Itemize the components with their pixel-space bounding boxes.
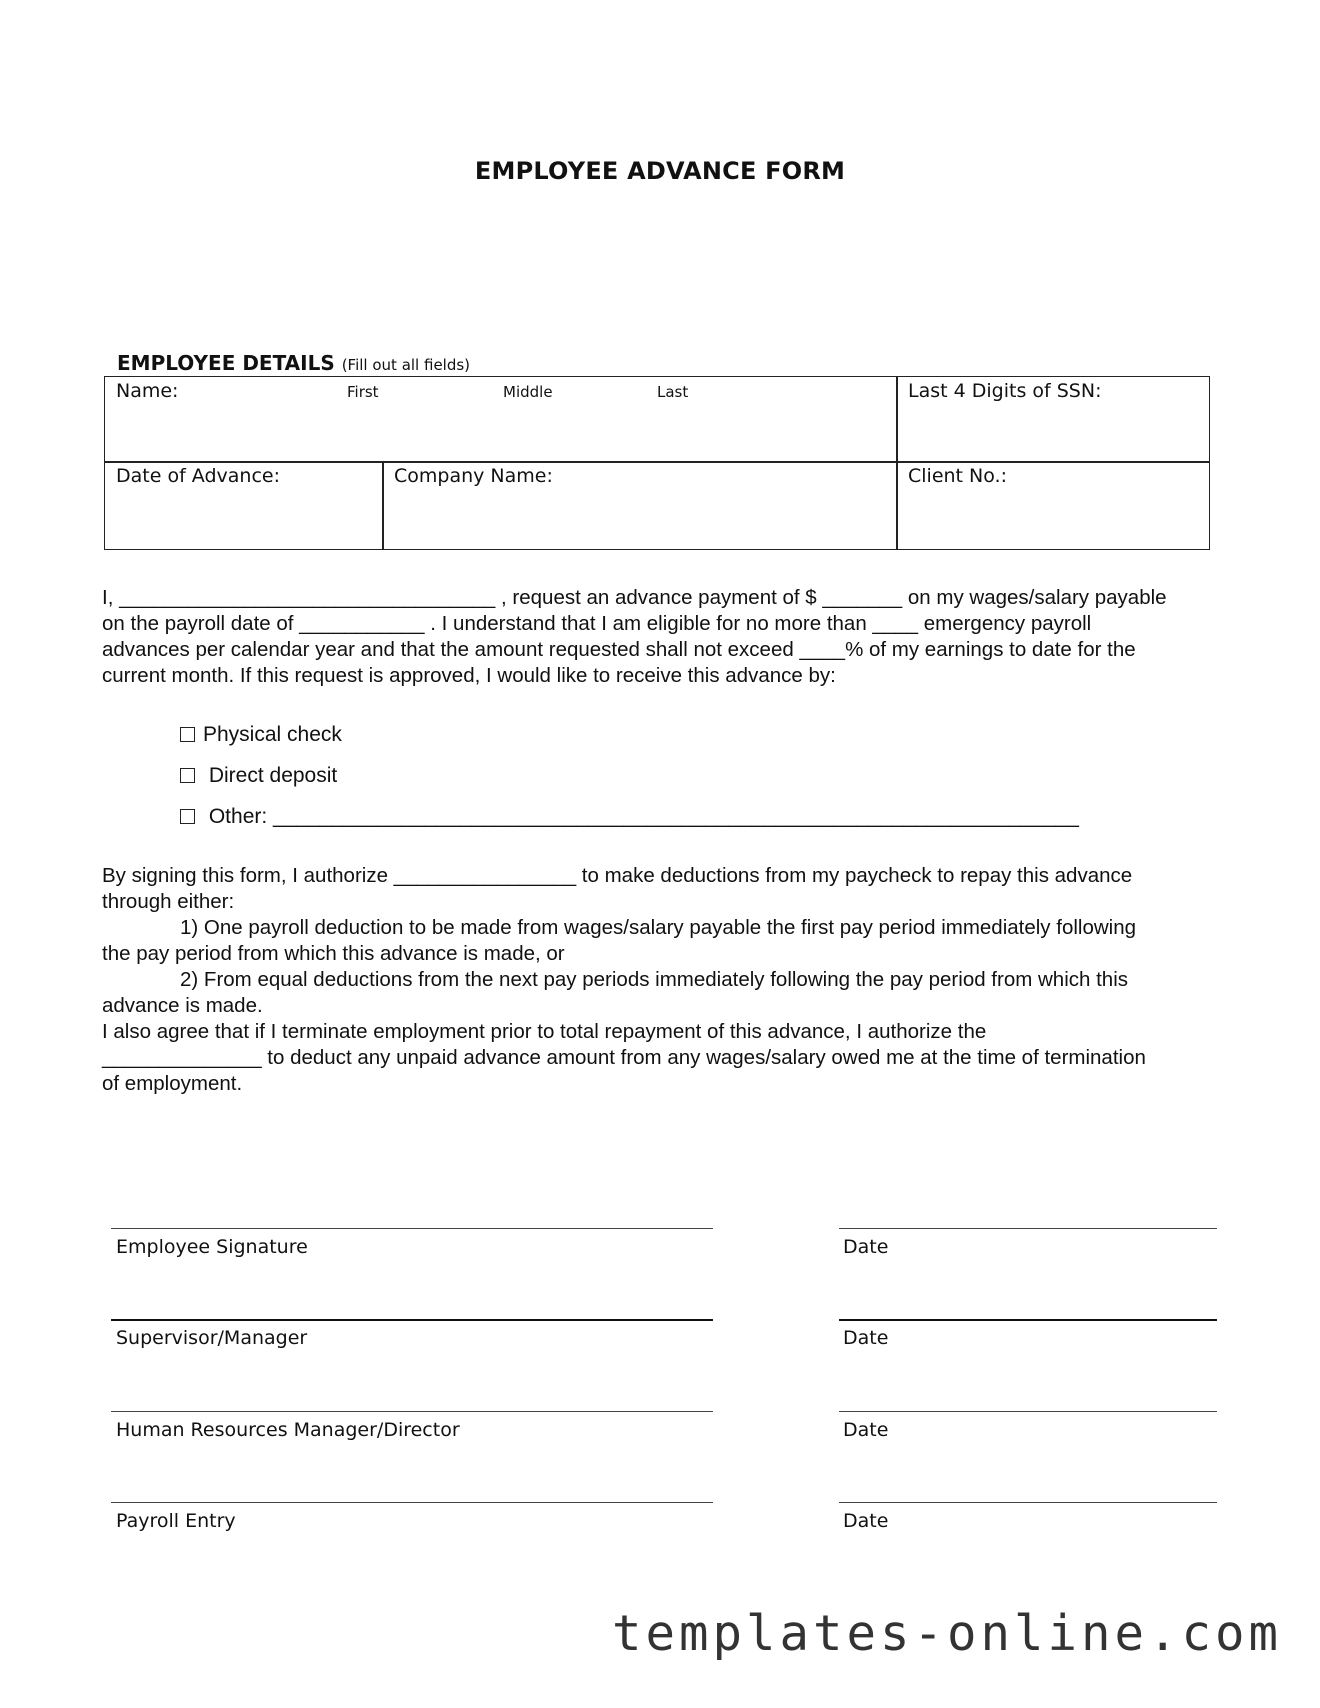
auth-line-7: I also agree that if I terminate employment prior to total repayment of this advance, I authorize the xyxy=(102,1020,987,1043)
payroll-date-label: Date xyxy=(843,1510,889,1532)
option-label: Direct deposit xyxy=(208,764,338,787)
watermark-text: templates-online.com xyxy=(612,1605,1283,1662)
request-paragraph xyxy=(102,585,1222,689)
request-line-3: advances per calendar year and that the amount requested shall not exceed ____% of my earnings to date for the xyxy=(102,638,1136,661)
supervisor-date-label: Date xyxy=(843,1327,889,1349)
option-other[interactable] xyxy=(180,805,1079,829)
employee-date-line[interactable] xyxy=(839,1228,1217,1229)
employee-details-note: (Fill out all fields) xyxy=(341,356,471,374)
employee-date-label: Date xyxy=(843,1236,889,1258)
request-line-2: on the payroll date of ___________ . I understand that I am eligible for no more than ____ emergency payroll xyxy=(102,612,1092,635)
hr-date-label: Date xyxy=(843,1419,889,1441)
ssn-label: Last 4 Digits of SSN: xyxy=(908,380,1102,402)
auth-line-2: through either: xyxy=(102,890,235,913)
ssn-cell[interactable] xyxy=(896,376,1210,463)
date-of-advance-label: Date of Advance: xyxy=(116,465,280,487)
option-physical-check[interactable] xyxy=(180,723,342,747)
form-title: EMPLOYEE ADVANCE FORM xyxy=(474,157,846,185)
auth-line-1: By signing this form, I authorize ________________ to make deductions from my paycheck to repay this advance xyxy=(102,864,1133,887)
first-name-label: First xyxy=(347,383,379,401)
checkbox-icon[interactable] xyxy=(180,768,195,783)
auth-line-4: the pay period from which this advance is made, or xyxy=(102,942,565,965)
last-name-label: Last xyxy=(657,383,689,401)
hr-signature-line[interactable] xyxy=(111,1411,713,1412)
auth-line-5: 2) From equal deductions from the next pay periods immediately following the pay period from which this xyxy=(180,968,1129,991)
supervisor-signature-label: Supervisor/Manager xyxy=(116,1327,308,1349)
authorization-paragraph xyxy=(102,863,1222,1097)
auth-line-3: 1) One payroll deduction to be made from wages/salary payable the first pay period immediately following xyxy=(180,916,1137,939)
client-no-label: Client No.: xyxy=(908,465,1007,487)
payroll-entry-line[interactable] xyxy=(111,1502,713,1503)
request-line-1: I, _________________________________ , request an advance payment of $ _______ on my wages/salary payable xyxy=(102,586,1167,609)
option-label: Other: _____________________________________________________________________ xyxy=(208,805,1079,828)
supervisor-date-line[interactable] xyxy=(839,1319,1217,1321)
auth-line-9: of employment. xyxy=(102,1072,243,1095)
middle-name-label: Middle xyxy=(503,383,553,401)
client-no-cell[interactable] xyxy=(896,461,1210,550)
payroll-date-line[interactable] xyxy=(839,1502,1217,1503)
employee-signature-line[interactable] xyxy=(111,1228,713,1229)
checkbox-icon[interactable] xyxy=(180,727,195,742)
name-cell[interactable] xyxy=(104,376,898,463)
checkbox-icon[interactable] xyxy=(180,809,195,824)
payroll-entry-label: Payroll Entry xyxy=(116,1510,236,1532)
employee-signature-label: Employee Signature xyxy=(116,1236,308,1258)
date-of-advance-cell[interactable] xyxy=(104,461,384,550)
hr-date-line[interactable] xyxy=(839,1411,1217,1412)
auth-line-6: advance is made. xyxy=(102,994,263,1017)
hr-signature-label: Human Resources Manager/Director xyxy=(116,1419,460,1441)
employee-details-heading xyxy=(117,351,470,375)
option-label: Physical check xyxy=(203,723,342,746)
auth-line-8: ______________ to deduct any unpaid advance amount from any wages/salary owed me at the time of termination xyxy=(102,1046,1146,1069)
company-name-cell[interactable] xyxy=(382,461,898,550)
company-name-label: Company Name: xyxy=(394,465,553,487)
supervisor-signature-line[interactable] xyxy=(111,1319,713,1321)
request-line-4: current month. If this request is approved, I would like to receive this advance by: xyxy=(102,664,836,687)
employee-details-title: EMPLOYEE DETAILS xyxy=(117,351,335,375)
name-label: Name: xyxy=(116,380,179,402)
option-direct-deposit[interactable] xyxy=(180,764,337,788)
